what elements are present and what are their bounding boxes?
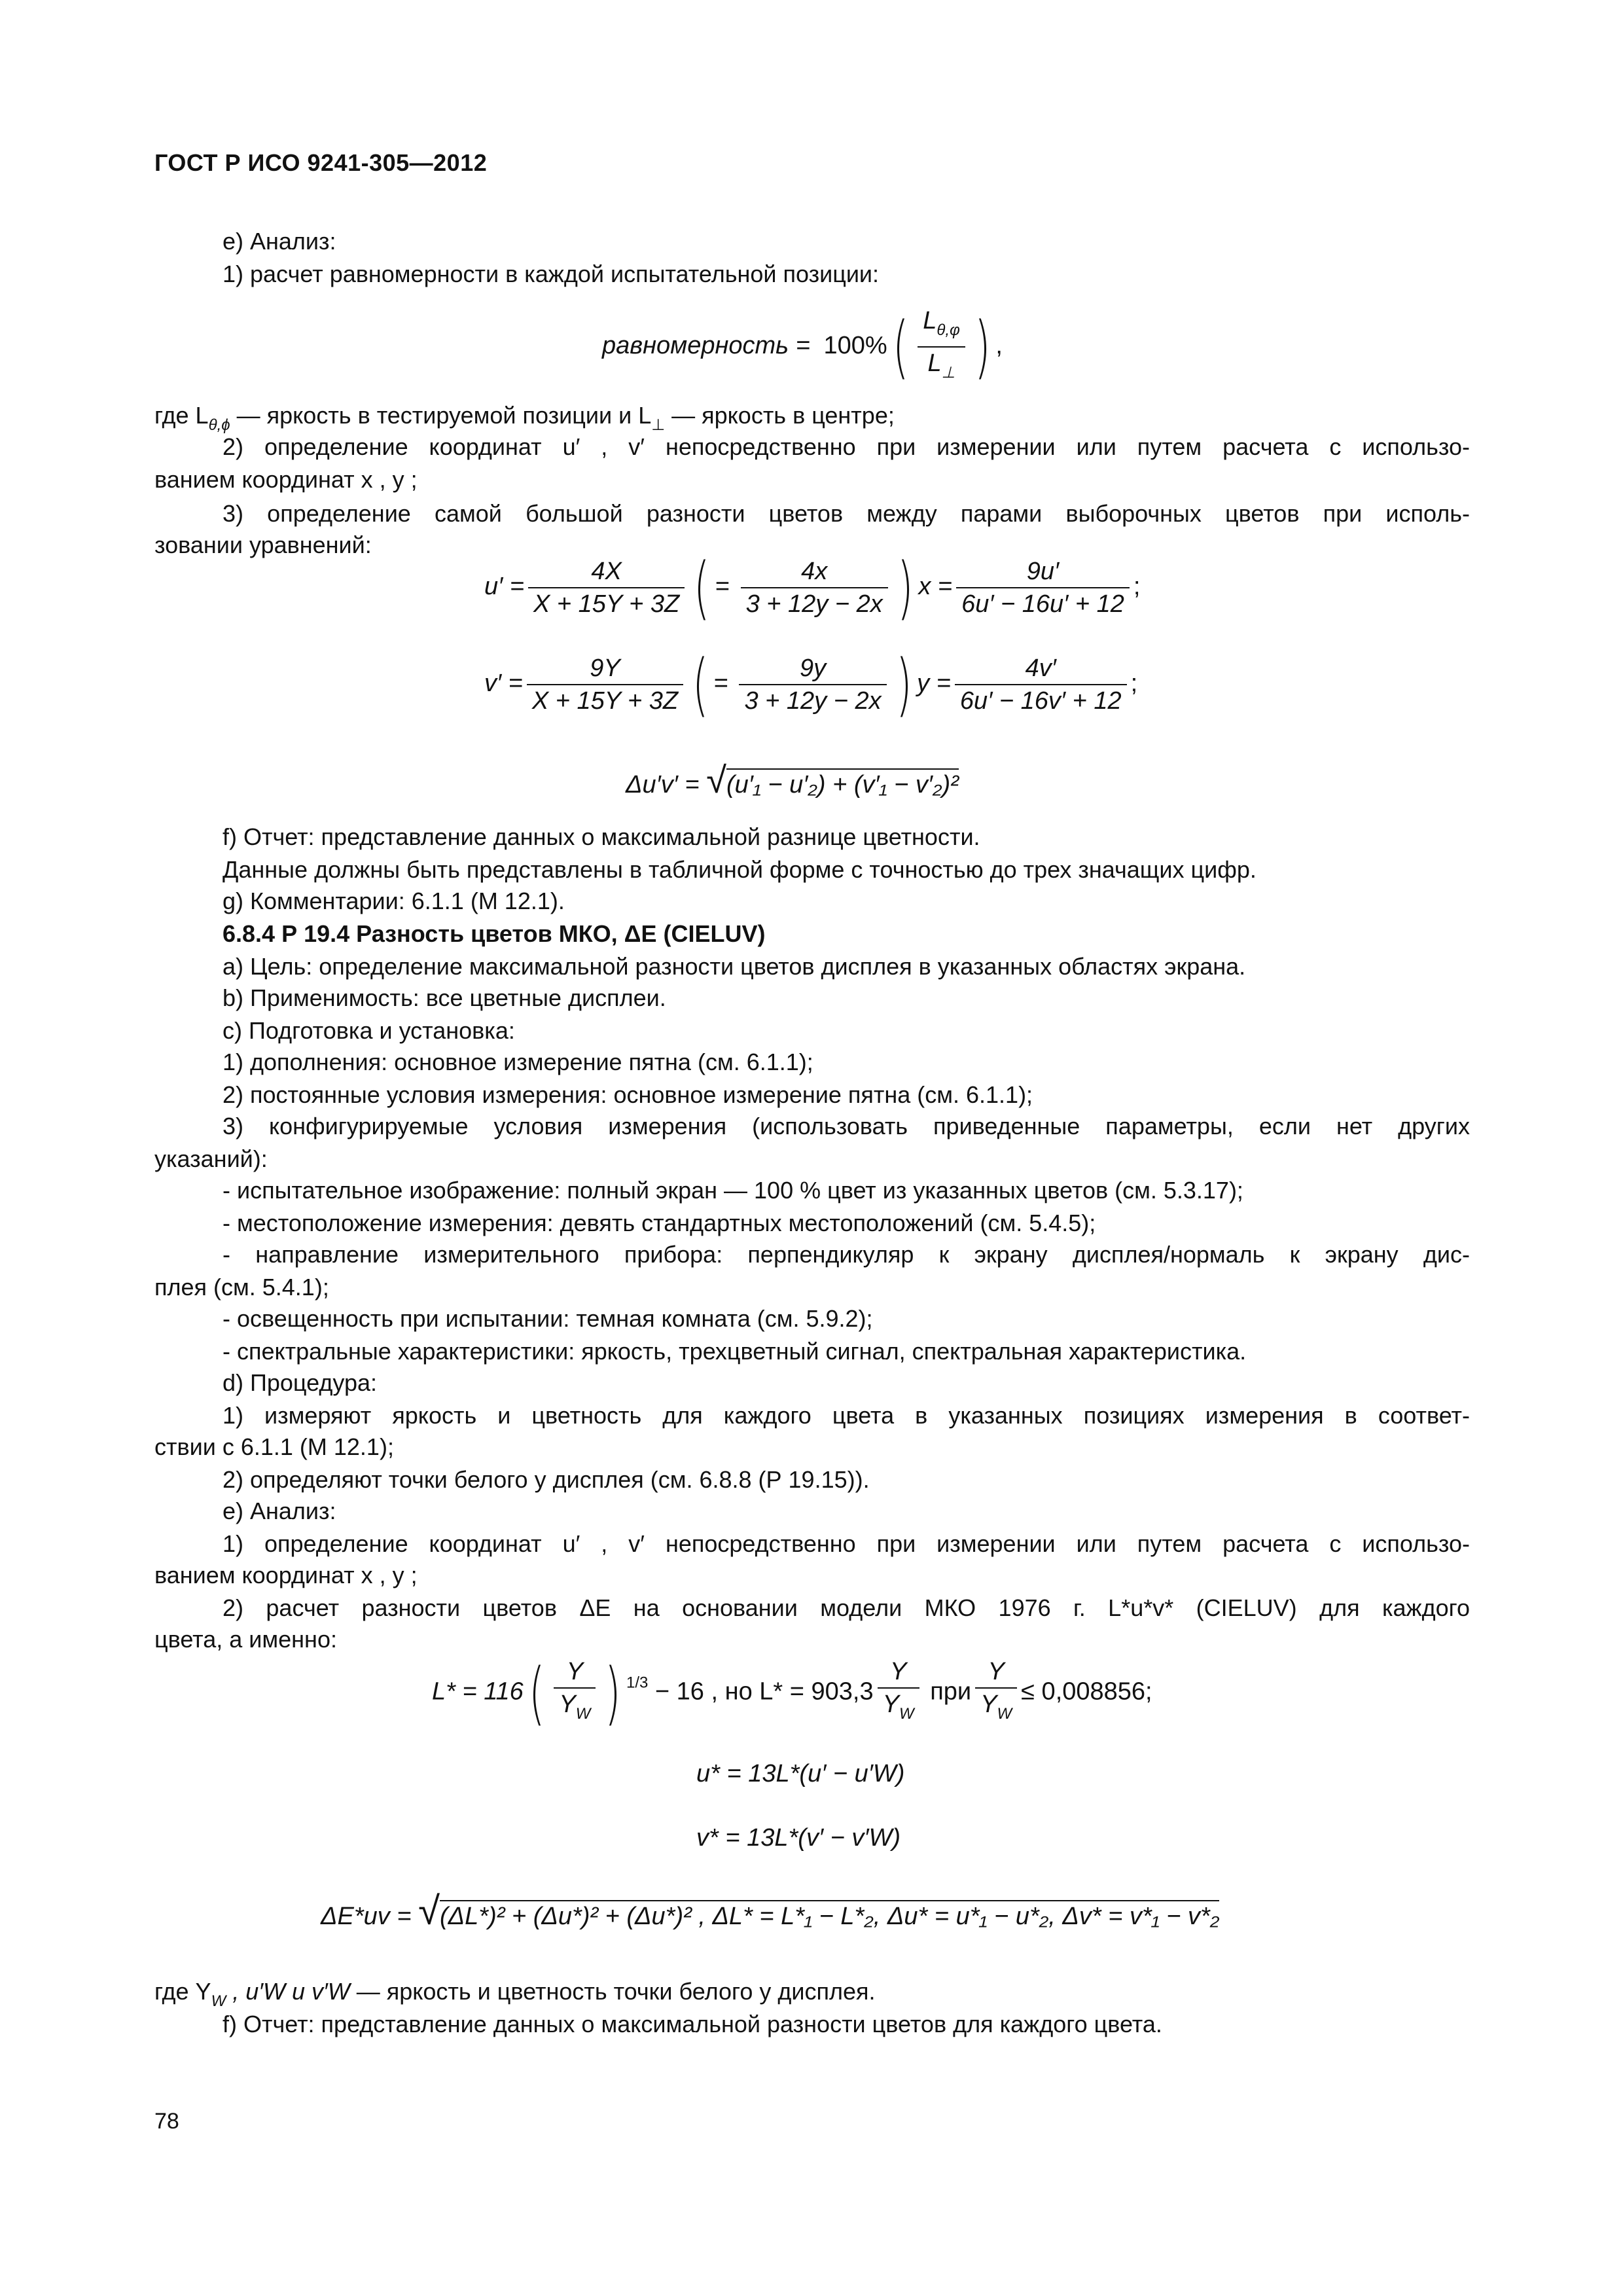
u-frac2 bbox=[741, 556, 888, 620]
lstar-cond: ≤ 0,008856; bbox=[1021, 1677, 1152, 1706]
num-L-sub: θ,φ bbox=[936, 321, 960, 339]
report-2: f) Отчет: представление данных о максимальной разности цветов для каждого цвета. bbox=[223, 2011, 1162, 2037]
document-header: ГОСТ Р ИСО 9241-305—2012 bbox=[154, 149, 488, 176]
lstar3-den: Y bbox=[980, 1691, 997, 1718]
v-open-paren: ( bbox=[692, 645, 709, 725]
lstar-frac2 bbox=[878, 1656, 919, 1730]
den-L-sub: ⊥ bbox=[941, 364, 955, 382]
y-num: 4v′ bbox=[955, 653, 1127, 685]
setup-2: 2) постоянные условия измерения: основное измерение пятна (см. 6.1.1); bbox=[223, 1081, 1033, 1108]
dash-4: - освещенность при испытании: темная комната (см. 5.9.2); bbox=[223, 1305, 873, 1332]
sqrt-sign: √ bbox=[706, 759, 726, 800]
where1-sub2: ⊥ bbox=[651, 416, 666, 434]
uniformity-item: 1) расчет равномерности в каждой испытательной позиции: bbox=[223, 260, 880, 287]
section-title: 6.8.4 Р 19.4 Разность цветов МКО, ΔE (CIELUV) bbox=[223, 920, 766, 947]
setup-3a: 3) конфигурируемые условия измерения (использовать приведенные параметры, если нет других bbox=[223, 1113, 1470, 1139]
lstar3-den-sub: W bbox=[997, 1705, 1012, 1723]
open-paren: ( bbox=[892, 307, 909, 387]
lstar-formula bbox=[432, 1653, 1152, 1733]
dash-3a: - направление измерительного прибора: перпендикуляр к экрану дисплея/нормаль к экрану дис- bbox=[223, 1241, 1470, 1268]
setup-3b: указаний): bbox=[154, 1145, 268, 1172]
v-prime-formula: v′ = $\frac{9Y}{X + 15Y + 3Z}$ ( = $\frac{9y}{3 + 12y - 2x}$ ) y = $\frac{4v'}{6u' - 16v' + 12}$ ; bbox=[484, 645, 1138, 725]
procedure-1b: ствии с 6.1.1 (М 12.1); bbox=[154, 1433, 394, 1460]
v-den1: X + 15Y + 3Z bbox=[531, 687, 679, 715]
analysis-heading: e) Анализ: bbox=[223, 228, 336, 255]
report-1: f) Отчет: представление данных о максимальной разнице цветности. bbox=[223, 823, 980, 850]
lstar-when: при bbox=[930, 1677, 972, 1706]
item2-coords-b: ванием координат x , y ; bbox=[154, 466, 418, 493]
v-num1: 9Y bbox=[527, 653, 683, 685]
lstar-frac3 bbox=[975, 1656, 1017, 1730]
analysis2-2a: 2) расчет разности цветов ΔE на основании модели МКО 1976 г. L*u*v* (CIELUV) для каждого bbox=[223, 1594, 1470, 1621]
setup: c) Подготовка и установка: bbox=[223, 1017, 515, 1044]
page-number: 78 bbox=[154, 2109, 179, 2134]
x-frac bbox=[956, 556, 1130, 620]
lstar-open-paren: ( bbox=[528, 1653, 545, 1733]
x-eq: x = bbox=[918, 573, 953, 601]
where1-end: — яркость в центре; bbox=[665, 402, 895, 429]
u-prime-lhs: u′ = bbox=[484, 573, 525, 601]
procedure: d) Процедура: bbox=[223, 1369, 378, 1396]
comments: g) Комментарии: 6.1.1 (М 12.1). bbox=[223, 888, 565, 914]
uniformity-percent: 100% bbox=[823, 332, 887, 360]
where2-rest: — яркость и цветность точки белого у дисплея. bbox=[349, 1978, 876, 2005]
item3-b: зовании уравнений: bbox=[154, 531, 372, 558]
item2-coords-a: 2) определение координат u′ , v′ непосредственно при измерении или путем расчета с использо- bbox=[223, 433, 1470, 460]
delta-uv-formula bbox=[626, 759, 959, 800]
u-open-paren: ( bbox=[694, 548, 710, 628]
x-num: 9u′ bbox=[956, 556, 1130, 588]
lstar-exp: 1/3 bbox=[626, 1674, 649, 1692]
u-den2: 3 + 12y − 2x bbox=[745, 590, 883, 618]
where2-text: где Y bbox=[154, 1978, 211, 2005]
u-num1: 4X bbox=[528, 556, 685, 588]
applicability: b) Применимость: все цветные дисплеи. bbox=[223, 984, 666, 1011]
v-frac2 bbox=[739, 653, 886, 717]
where2-sub: W bbox=[211, 1992, 226, 2010]
sqrt-sign-2: √ bbox=[418, 1889, 440, 1933]
close-paren: ) bbox=[974, 307, 991, 387]
y-frac bbox=[955, 653, 1127, 717]
deltaE-lhs: ΔE*uv = bbox=[321, 1903, 412, 1930]
analysis-heading-2: e) Анализ: bbox=[223, 1498, 336, 1524]
vstar-formula: v* = 13L*(v′ − v′W) bbox=[696, 1824, 901, 1852]
num-L: L bbox=[923, 307, 937, 334]
setup-1: 1) дополнения: основное измерение пятна (см. 6.1.1); bbox=[223, 1049, 813, 1075]
delta-uv-lhs: Δu′v′ = bbox=[626, 771, 700, 798]
uniformity-label: равномерность = bbox=[602, 332, 810, 360]
y-eq: y = bbox=[917, 670, 951, 698]
where1-sub: θ,ϕ bbox=[208, 416, 230, 434]
u-close-paren: ) bbox=[897, 548, 914, 628]
dash-2: - местоположение измерения: девять стандартных местоположений (см. 5.4.5); bbox=[223, 1210, 1096, 1236]
lstar-close-paren: ) bbox=[605, 1653, 621, 1733]
analysis2-1b: ванием координат x , y ; bbox=[154, 1562, 418, 1588]
v-frac1 bbox=[527, 653, 683, 717]
lstar-den: Y bbox=[559, 1691, 576, 1718]
deltaE-formula bbox=[321, 1889, 1220, 1933]
v-den2: 3 + 12y − 2x bbox=[744, 687, 882, 715]
dash-5: - спектральные характеристики: яркость, трехцветный сигнал, спектральная характеристика. bbox=[223, 1338, 1247, 1365]
where2-mid: , u′W и v′W bbox=[226, 1978, 350, 2005]
lstar3-num: Y bbox=[975, 1656, 1017, 1689]
goal: a) Цель: определение максимальной разности цветов дисплея в указанных областях экрана. bbox=[223, 953, 1246, 980]
ustar-formula: u* = 13L*(u′ − u′W) bbox=[696, 1760, 905, 1787]
uniformity-formula: равномерность = 100%( $\frac{L_{\theta,\varphi}}{L_\perp}$ ) , bbox=[602, 305, 1003, 389]
data-table-note: Данные должны быть представлены в табличной форме с точностью до трех значащих цифр. bbox=[223, 856, 1257, 883]
dash-3b: плея (см. 5.4.1); bbox=[154, 1274, 329, 1300]
lstar-num: Y bbox=[554, 1656, 596, 1689]
where1-text: где L bbox=[154, 402, 209, 429]
lstar-lhs: L* = 116 bbox=[432, 1677, 524, 1706]
deltaE-body: (ΔL*)² + (Δu*)² + (Δu*)² , ΔL* = L*₁ − L*₂, Δu* = u*₁ − u*₂, Δv* = v*₁ − v*₂ bbox=[440, 1900, 1219, 1930]
analysis2-1a: 1) определение координат u′ , v′ непосредственно при измерении или путем расчета с использо- bbox=[223, 1530, 1470, 1557]
y-den: 6u′ − 16v′ + 12 bbox=[959, 687, 1122, 715]
lstar2-den-sub: W bbox=[899, 1705, 914, 1723]
v-close-paren: ) bbox=[895, 645, 912, 725]
u-num2: 4x bbox=[741, 556, 888, 588]
u-den1: X + 15Y + 3Z bbox=[533, 590, 680, 618]
item3-a: 3) определение самой большой разности цветов между парами выборочных цветов при исполь- bbox=[223, 500, 1470, 527]
u-prime-formula: u′ = $\frac{4X}{X + 15Y + 3Z}$ ( = $\frac{4x}{3 + 12y - 2x}$ ) x = $\frac{9u'}{6u' - 16u' + 12}$ ; bbox=[484, 548, 1141, 628]
delta-uv-body: (u′₁ − u′₂) + (v′₁ − v′₂)² bbox=[726, 768, 959, 798]
where1-rest: — яркость в тестируемой позиции и L bbox=[230, 402, 652, 429]
lstar-mid: − 16 , но L* = 903,3 bbox=[654, 1677, 874, 1706]
x-den: 6u′ − 16u′ + 12 bbox=[961, 590, 1124, 618]
u-frac1 bbox=[528, 556, 685, 620]
lstar-den-sub: W bbox=[575, 1705, 591, 1723]
uniformity-fraction bbox=[918, 305, 965, 389]
v-prime-lhs: v′ = bbox=[484, 670, 523, 698]
procedure-1a: 1) измеряют яркость и цветность для каждого цвета в указанных позициях измерения в соответ- bbox=[223, 1402, 1470, 1429]
lstar2-num: Y bbox=[878, 1656, 919, 1689]
den-L: L bbox=[927, 350, 942, 377]
lstar2-den: Y bbox=[882, 1691, 899, 1718]
v-num2: 9y bbox=[739, 653, 886, 685]
lstar-frac bbox=[554, 1656, 596, 1730]
analysis2-2b: цвета, а именно: bbox=[154, 1626, 337, 1653]
procedure-2: 2) определяют точки белого у дисплея (см. 6.8.8 (Р 19.15)). bbox=[223, 1466, 870, 1493]
dash-1: - испытательное изображение: полный экран — 100 % цвет из указанных цветов (см. 5.3.17); bbox=[223, 1177, 1243, 1204]
